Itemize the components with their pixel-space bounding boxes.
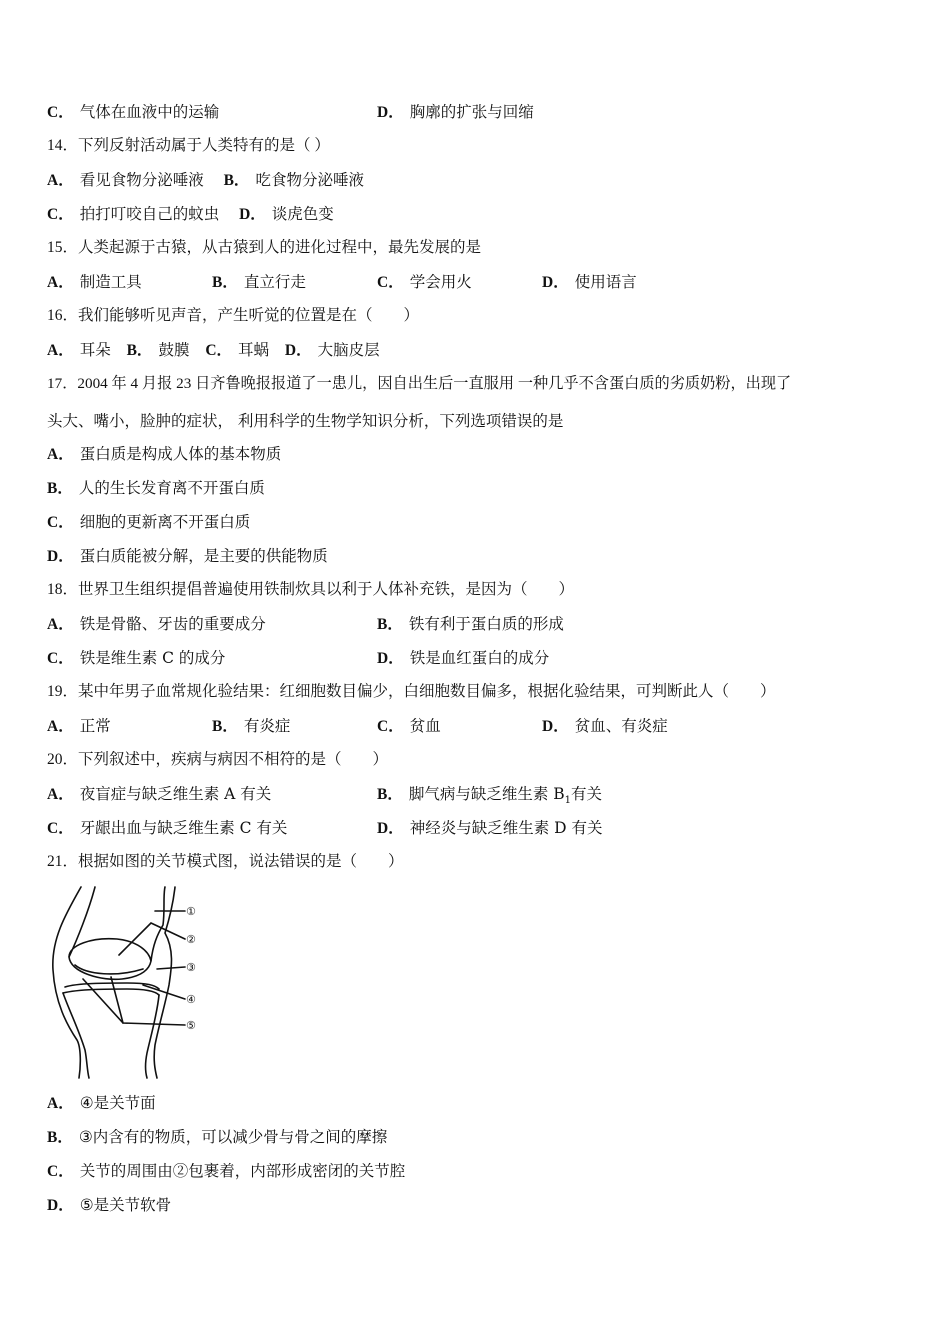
q17-option-c: C． 细胞的更新离不开蛋白质 <box>47 513 251 531</box>
q21-stem: 21．根据如图的关节模式图，说法错误的是（ ） <box>47 853 404 870</box>
label-1: ① <box>186 905 196 918</box>
q15-option-c: C． 学会用火 <box>377 273 472 291</box>
q15-stem: 15．人类起源于古猿，从古猿到人的进化过程中，最先发展的是 <box>47 239 482 256</box>
q14-options-ab: A． 看见食物分泌唾液 B． 吃食物分泌唾液 <box>47 171 364 189</box>
pointer-4 <box>143 985 185 999</box>
q21-option-d: D． ⑤是关节软骨 <box>47 1196 172 1214</box>
joint-capsule-right <box>154 887 175 1078</box>
q17-stem-line1: 17．2004 年 4 月报 23 日齐鲁晚报报道了一患儿，因自出生后一直服用 一种几乎不含蛋白质的劣质奶粉，出现了 <box>47 375 792 392</box>
q20-option-c: C． 牙龈出血与缺乏维生素 C 有关 <box>47 819 288 837</box>
pointer-5 <box>83 979 185 1025</box>
lower-articular-surface <box>63 989 159 995</box>
q19-option-c: C． 贫血 <box>377 717 441 735</box>
q18-option-b: B． 铁有利于蛋白质的形成 <box>377 615 564 633</box>
q18-stem: 18．世界卫生组织提倡普遍使用铁制炊具以利于人体补充铁，是因为（ ） <box>47 581 575 598</box>
q20-option-b: B． 脚气病与缺乏维生素 $B_1$有关 <box>377 785 603 807</box>
q15-option-b: B． 直立行走 <box>212 273 306 291</box>
q20-option-d: D． 神经炎与缺乏维生素 D 有关 <box>377 819 603 837</box>
q19-option-a: A． 正常 <box>47 717 111 735</box>
q13-option-c: C． 气体在血液中的运输 <box>47 103 220 121</box>
q20-option-a: A． 夜盲症与缺乏维生素 A 有关 <box>47 785 272 803</box>
pointer-2 <box>119 923 185 955</box>
q14-options-cd: C． 拍打叮咬自己的蚊虫 D． 谈虎色变 <box>47 205 334 223</box>
label-2: ② <box>186 933 196 946</box>
q21-option-a: A． ④是关节面 <box>47 1094 156 1112</box>
q19-option-b: B． 有炎症 <box>212 717 291 735</box>
joint-diagram <box>47 885 207 1080</box>
q16-options: A． 耳朵 B． 鼓膜 C． 耳蜗 D． 大脑皮层 <box>47 341 380 359</box>
q18-option-d: D． 铁是血红蛋白的成分 <box>377 649 550 667</box>
q18-option-a: A． 铁是骨骼、牙齿的重要成分 <box>47 615 266 633</box>
q19-option-d: D． 贫血、有炎症 <box>542 717 668 735</box>
pointer-3 <box>157 967 185 969</box>
q17-option-a: A． 蛋白质是构成人体的基本物质 <box>47 445 282 463</box>
q17-stem-line2: 头大、嘴小，脸肿的症状， 利用科学的生物学知识分析，下列选项错误的是 <box>47 412 564 430</box>
q15-option-d: D． 使用语言 <box>542 273 637 291</box>
lower-bone-left <box>63 993 89 1078</box>
q17-option-d: D． 蛋白质能被分解，是主要的供能物质 <box>47 547 328 565</box>
label-4: ④ <box>186 993 196 1006</box>
joint-capsule-left <box>53 887 81 1078</box>
q15-option-a: A． 制造工具 <box>47 273 142 291</box>
q17-option-b: B． 人的生长发育离不开蛋白质 <box>47 479 265 497</box>
label-5: ⑤ <box>186 1019 196 1032</box>
q21-option-c: C． 关节的周围由②包裹着，内部形成密闭的关节腔 <box>47 1162 406 1180</box>
label-3: ③ <box>186 961 196 974</box>
q20-stem: 20．下列叙述中，疾病与病因不相符的是（ ） <box>47 751 389 768</box>
q18-option-c: C． 铁是维生素 C 的成分 <box>47 649 226 667</box>
q14-stem: 14．下列反射活动属于人类特有的是（ ） <box>47 137 330 154</box>
q13-option-d: D． 胸廓的扩张与回缩 <box>377 103 534 121</box>
q16-stem: 16．我们能够听见声音，产生听觉的位置是在（ ） <box>47 307 420 324</box>
q19-stem: 19．某中年男子血常规化验结果：红细胞数目偏少，白细胞数目偏多，根据化验结果，可判断此人（ ） <box>47 683 776 700</box>
q21-option-b: B． ③内含有的物质，可以减少骨与骨之间的摩擦 <box>47 1128 388 1146</box>
